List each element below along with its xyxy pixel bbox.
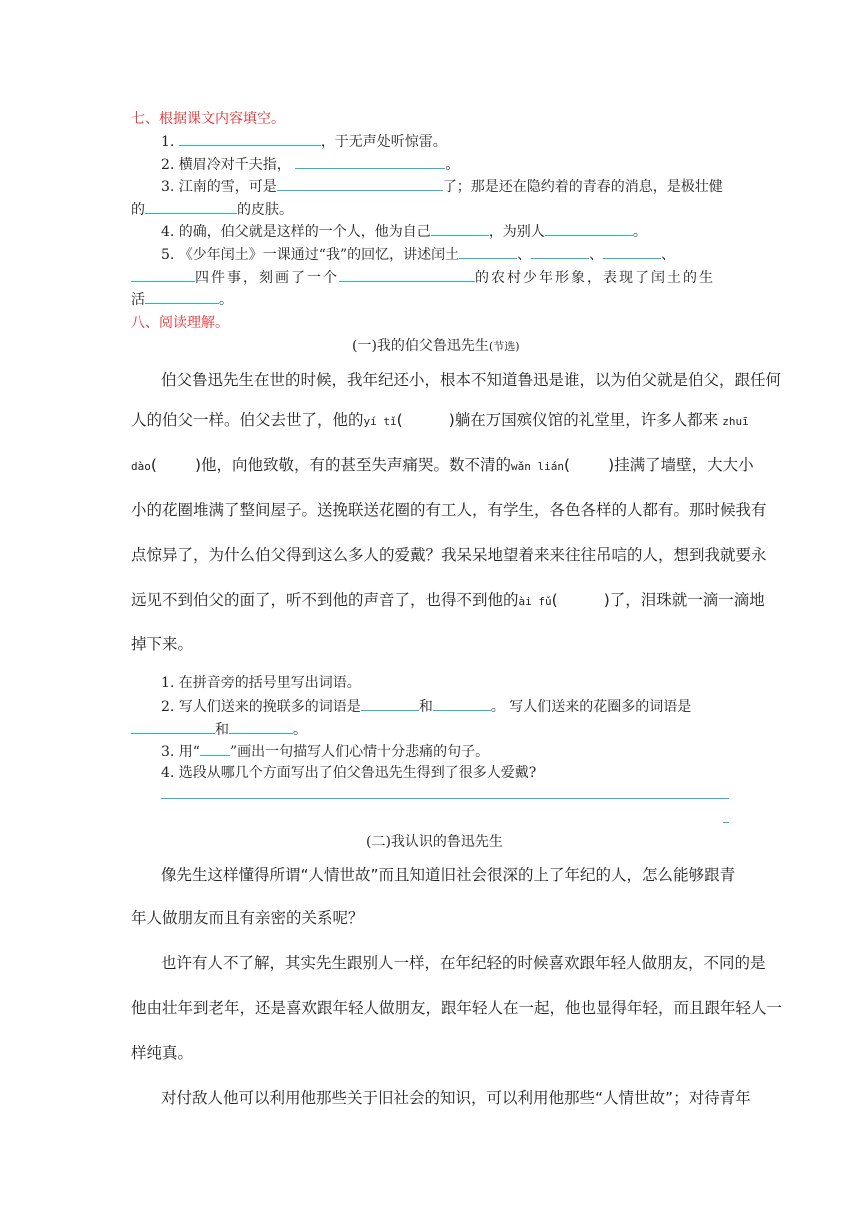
pinyin-wanlian: wǎn lián — [511, 460, 564, 473]
p1-q2-and: 和 — [418, 699, 433, 715]
passage-2-line-2: 年人做朋友而且有亲密的关系呢？ — [131, 909, 364, 927]
q7-5-blank-2[interactable] — [531, 244, 589, 259]
paren-close: ) — [194, 456, 201, 474]
p1-q3-text-b: ”画出一句描写人们心情十分悲痛的句子。 — [229, 744, 490, 760]
p1-q2-end: 。 — [293, 722, 307, 738]
section-8-heading: 八、阅读理解。 — [131, 315, 229, 331]
paren-open: ( — [150, 456, 157, 474]
q7-4-blank-1[interactable] — [431, 221, 489, 236]
q7-5-line3-head: 活 — [131, 292, 145, 308]
paren-open: ( — [551, 591, 558, 609]
q7-4-tail: 。 — [632, 224, 647, 240]
passage-2-line-5: 样纯真。 — [131, 1044, 194, 1062]
p1-q2-blank-3[interactable] — [131, 719, 215, 734]
paren-close: ) — [608, 456, 615, 474]
pinyin-zhui: zhuī — [722, 415, 749, 428]
q7-2 — [161, 154, 459, 174]
p1-q2-blank-4[interactable] — [229, 719, 293, 734]
q7-3-line2-head: 的 — [131, 202, 145, 218]
passage-1-line-2 — [131, 410, 749, 432]
p1-q2-blank-2[interactable] — [433, 696, 491, 711]
passage-2-line-1: 像先生这样懂得所谓“人情世故”而且知道旧社会很深的上了年纪的人，怎么能够跟青 — [161, 866, 736, 884]
passage-1-line-6-b: 了，泪珠就一滴一滴地 — [609, 591, 765, 609]
p1-q2-and2: 和 — [215, 722, 229, 738]
q7-3-head: 3. 江南的雪，可是 — [161, 179, 277, 195]
passage-1-line-6-a: 远见不到伯父的面了，听不到他的声音了，也得不到他的 — [131, 591, 519, 609]
pinyin-dao: dào — [131, 460, 151, 473]
passage-2-line-4: 他由壮年到老年，还是喜欢跟年轻人做朋友，跟年轻人在一起，他也显得年轻，而且跟年轻人一 — [131, 999, 783, 1017]
p1-q2-blank-1[interactable] — [361, 696, 419, 711]
q7-5-line3-tail: 。 — [219, 292, 233, 308]
q7-3-blank-1[interactable] — [277, 176, 443, 191]
q7-5-blank-3[interactable] — [603, 244, 661, 259]
p1-q3-text-a: 3. 用“ — [161, 744, 200, 760]
passage-1-line-7: 掉下来。 — [131, 635, 194, 653]
q7-5-blank-4[interactable] — [131, 267, 195, 282]
p1-q2-text-b: 。 写人们送来的花圈多的词语是 — [490, 699, 692, 715]
q7-5-head: 5. 《少年闰土》一课通过“我”的回忆，讲述闰土 — [161, 247, 460, 263]
p1-question-2-line2 — [131, 719, 307, 739]
q7-4-mid: ，为别人 — [488, 224, 545, 240]
p1-question-1: 1. 在拼音旁的括号里写出词语。 — [161, 675, 361, 691]
q7-5-line3 — [131, 289, 233, 309]
p1-question-4: 4. 选段从哪几个方面写出了伯父鲁迅先生得到了很多人爱戴? — [161, 765, 537, 781]
passage-1-title — [352, 335, 520, 355]
paren-close: ) — [448, 411, 455, 429]
q7-5-blank-5[interactable] — [339, 267, 475, 282]
passage-2-line-3: 也许有人不了解，其实先生跟别人一样，在年纪轻的时候喜欢跟年轻人做朋友，不同的是 — [161, 954, 766, 972]
answer-line-end-mark — [723, 822, 729, 823]
paren-open: ( — [396, 411, 403, 429]
p1-question-2-line1 — [161, 696, 691, 716]
q7-2-head: 2. 横眉冷对千夫指， — [161, 157, 291, 173]
passage-1-line-4: 小的花圈堆满了整间屋子。送挽联送花圈的有工人，有学生，各色各样的人都有。那时候我有 — [131, 501, 767, 519]
q7-4-blank-2[interactable] — [545, 221, 633, 236]
q7-5-line2 — [131, 267, 715, 287]
q7-5-sep: 、 — [661, 247, 676, 263]
passage-1-line-1: 伯父鲁迅先生在世的时候，我年纪还小，根本不知道鲁迅是谁，以为伯父就是伯父，跟任何 — [161, 371, 782, 389]
p1-q2-text-a: 2. 写人们送来的挽联多的词语是 — [161, 699, 361, 715]
passage-1-line-3-b: 挂满了墙壁，大大小 — [614, 456, 754, 474]
q7-3-blank-2[interactable] — [145, 199, 237, 214]
q7-5-line1 — [161, 244, 675, 264]
section-7-heading: 七、根据课文内容填空。 — [131, 111, 285, 127]
answer-line[interactable] — [161, 798, 729, 799]
passage-1-line-2-a: 人的伯父一样。伯父去世了，他的 — [131, 411, 364, 429]
passage-1-line-5: 点惊异了，为什么伯父得到这么多人的爱戴？我呆呆地望着来来往往吊唁的人，想到我就要永 — [131, 546, 767, 564]
paren-open: ( — [564, 456, 571, 474]
q7-4-head: 4. 的确，伯父就是这样的一个人，他为自己 — [161, 224, 431, 240]
passage-1-line-2-b: 躺在万国殡仪馆的礼堂里，许多人都来 — [454, 411, 719, 429]
passage-1-title-text: (一)我的伯父鲁迅先生 — [352, 338, 489, 354]
q7-5-sep: 、 — [589, 247, 604, 263]
passage-1-line-3 — [131, 455, 754, 477]
q7-5-blank-1[interactable] — [459, 244, 517, 259]
q7-1-blank[interactable] — [179, 131, 321, 146]
q7-2-blank[interactable] — [295, 154, 445, 169]
q7-5-sep: 、 — [517, 247, 532, 263]
p1-question-3 — [161, 741, 489, 761]
paren-close: ) — [603, 591, 610, 609]
q7-5-line2-b: 的农村少年形象，表现了闰土的生 — [475, 270, 715, 286]
q7-1-number: 1. — [161, 134, 175, 150]
pinyin-aifu: ài fǔ — [518, 595, 552, 608]
q7-2-tail: 。 — [445, 157, 460, 173]
q7-3-line1 — [161, 176, 723, 196]
passage-1-title-note: (节选) — [488, 340, 520, 353]
q7-1-tail: ，于无声处听惊雷。 — [320, 134, 447, 150]
q7-1 — [161, 131, 447, 151]
passage-1-line-6 — [131, 590, 765, 612]
q7-3-mid: 了；那是还在隐约着的青春的消息，是极壮健 — [442, 179, 723, 195]
passage-2-title: (二)我认识的鲁迅先生 — [366, 834, 503, 850]
q7-3-line2 — [131, 199, 293, 219]
q7-3-line2-tail: 的皮肤。 — [237, 202, 293, 218]
p1-q3-blank[interactable] — [200, 741, 230, 756]
pinyin-yiti: yí tǐ — [363, 415, 397, 428]
q7-5-blank-6[interactable] — [145, 289, 219, 304]
passage-2-line-6: 对付敌人他可以利用他那些关于旧社会的知识，可以利用他那些“人情世故”；对待青年 — [161, 1089, 751, 1107]
passage-1-line-3-a: 他，向他致敬，有的甚至失声痛哭。数不清的 — [201, 456, 512, 474]
q7-5-line2-a: 四件事，刻画了一个 — [195, 270, 339, 286]
q7-4 — [161, 221, 647, 241]
